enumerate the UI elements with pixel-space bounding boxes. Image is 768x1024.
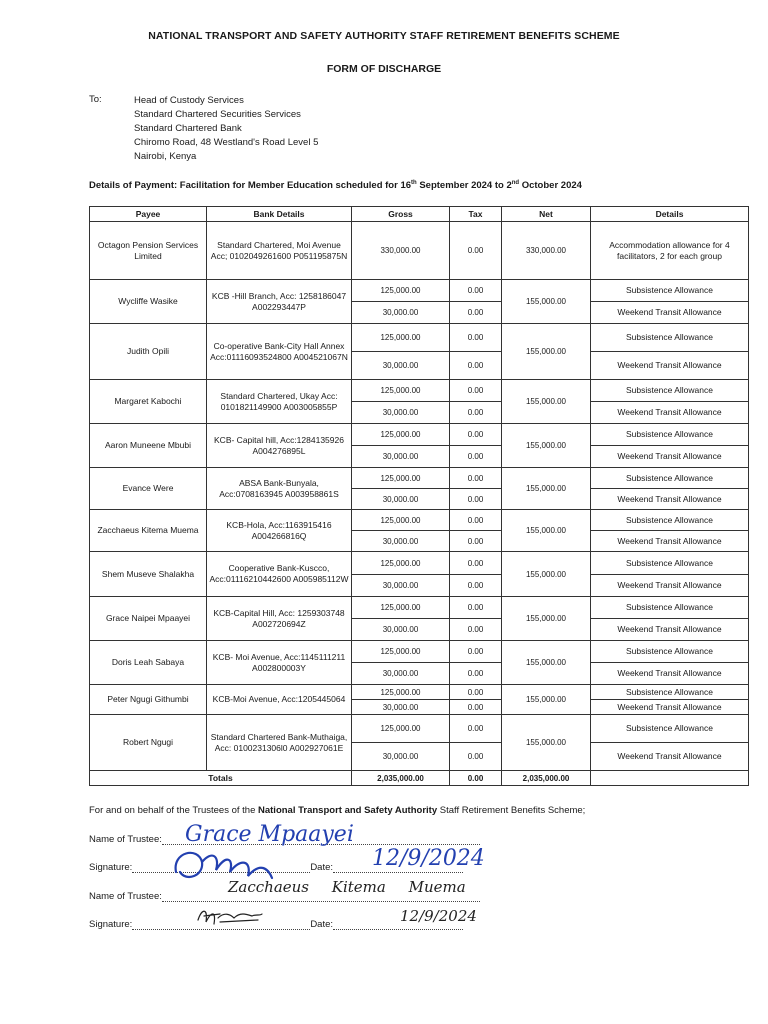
header-payee: Payee (90, 207, 207, 222)
net-cell: 155,000.00 (502, 280, 591, 324)
details-cell: Subsistence Allowance (591, 380, 749, 402)
gross-cell: 125,000.00 (352, 685, 450, 700)
details-cell: Weekend Transit Allowance (591, 531, 749, 552)
header-net: Net (502, 207, 591, 222)
to-label: To: (89, 94, 102, 105)
table-row (90, 424, 749, 446)
bank-details-cell: KCB- Moi Avenue, Acc:1145111211 A002800003Y (207, 641, 352, 685)
details-cell: Subsistence Allowance (591, 468, 749, 489)
gross-cell: 125,000.00 (352, 597, 450, 619)
date-label: Date: (310, 862, 334, 873)
table-row (90, 380, 749, 402)
bank-details-cell: KCB -Hill Branch, Acc: 1258186047 A002293447P (207, 280, 352, 324)
tax-cell: 0.00 (450, 302, 502, 324)
addressee-line: Nairobi, Kenya (134, 151, 197, 162)
gross-cell: 30,000.00 (352, 575, 450, 597)
tax-cell: 0.00 (450, 380, 502, 402)
signature-label: Signature: (89, 919, 133, 930)
details-cell: Weekend Transit Allowance (591, 446, 749, 468)
bank-details-cell: Cooperative Bank-Kuscco, Acc:01116210442600 A005985112W (207, 552, 352, 597)
addressee-line: Standard Chartered Bank (134, 123, 242, 134)
table-row (90, 685, 749, 700)
header-bank-details: Bank Details (207, 207, 352, 222)
details-cell: Weekend Transit Allowance (591, 663, 749, 685)
addressee-block (134, 94, 318, 164)
table-row (90, 715, 749, 743)
tax-cell: 0.00 (450, 743, 502, 771)
tax-cell: 0.00 (450, 663, 502, 685)
payee-cell: Wycliffe Wasike (90, 280, 207, 324)
tax-cell: 0.00 (450, 552, 502, 575)
behalf-statement (89, 805, 585, 816)
gross-cell: 125,000.00 (352, 468, 450, 489)
bank-details-cell: Standard Chartered Bank-Muthaiga, Acc: 0100231306l0 A002927061E (207, 715, 352, 771)
gross-cell: 125,000.00 (352, 510, 450, 531)
details-cell: Weekend Transit Allowance (591, 489, 749, 510)
details-cell: Subsistence Allowance (591, 552, 749, 575)
net-cell: 155,000.00 (502, 597, 591, 641)
form-title: FORM OF DISCHARGE (326, 63, 442, 75)
totals-net: 2,035,000.00 (502, 771, 591, 786)
tax-cell: 0.00 (450, 700, 502, 715)
gross-cell: 30,000.00 (352, 352, 450, 380)
table-row (90, 324, 749, 352)
gross-cell: 125,000.00 (352, 641, 450, 663)
payee-cell: Margaret Kabochi (90, 380, 207, 424)
tax-cell: 0.00 (450, 489, 502, 510)
table-row (90, 510, 749, 531)
bank-details-cell: Co-operative Bank-City Hall Annex Acc:01116093524800 A004521067N (207, 324, 352, 380)
tax-cell: 0.00 (450, 575, 502, 597)
gross-cell: 125,000.00 (352, 424, 450, 446)
tax-cell: 0.00 (450, 402, 502, 424)
behalf-authority: National Transport and Safety Authority (258, 805, 438, 816)
date-label: Date: (310, 919, 334, 930)
net-cell: 155,000.00 (502, 552, 591, 597)
details-cell: Accommodation allowance for 4 facilitators, 2 for each group (591, 222, 749, 280)
bank-details-cell: KCB-Capital Hill, Acc: 1259303748 A002720694Z (207, 597, 352, 641)
table-row (90, 222, 749, 280)
table-row (90, 641, 749, 663)
gross-cell: 125,000.00 (352, 324, 450, 352)
table-row (90, 280, 749, 302)
payee-cell: Octagon Pension Services Limited (90, 222, 207, 280)
totals-label: Totals (90, 771, 352, 786)
payee-cell: Grace Naipei Mpaayei (90, 597, 207, 641)
gross-cell: 30,000.00 (352, 619, 450, 641)
gross-cell: 30,000.00 (352, 700, 450, 715)
tax-cell: 0.00 (450, 510, 502, 531)
behalf-text: For and on behalf of the Trustees of the (89, 805, 258, 816)
header-details: Details (591, 207, 749, 222)
payee-cell: Doris Leah Sabaya (90, 641, 207, 685)
net-cell: 155,000.00 (502, 641, 591, 685)
signature-label: Signature: (89, 862, 133, 873)
details-cell: Subsistence Allowance (591, 597, 749, 619)
trustee2-handwritten-name: Zacchaeus Kitema Muema (228, 878, 466, 896)
details-cell: Weekend Transit Allowance (591, 619, 749, 641)
gross-cell: 30,000.00 (352, 743, 450, 771)
payment-details-heading (89, 180, 582, 191)
net-cell: 155,000.00 (502, 685, 591, 715)
net-cell: 330,000.00 (502, 222, 591, 280)
details-cell: Weekend Transit Allowance (591, 700, 749, 715)
table-row (90, 597, 749, 619)
name-label: Name of Trustee: (89, 891, 162, 902)
tax-cell: 0.00 (450, 424, 502, 446)
details-cell: Subsistence Allowance (591, 510, 749, 531)
gross-cell: 30,000.00 (352, 663, 450, 685)
tax-cell: 0.00 (450, 619, 502, 641)
addressee-line: Chiromo Road, 48 Westland's Road Level 5 (134, 137, 319, 148)
tax-cell: 0.00 (450, 446, 502, 468)
details-cell: Subsistence Allowance (591, 280, 749, 302)
gross-cell: 30,000.00 (352, 531, 450, 552)
gross-cell: 30,000.00 (352, 402, 450, 424)
details-cell: Subsistence Allowance (591, 424, 749, 446)
payee-cell: Aaron Muneene Mbubi (90, 424, 207, 468)
tax-cell: 0.00 (450, 468, 502, 489)
payee-cell: Robert Ngugi (90, 715, 207, 771)
heading-sup: th (411, 180, 417, 186)
gross-cell: 125,000.00 (352, 380, 450, 402)
table-row (90, 468, 749, 489)
tax-cell: 0.00 (450, 531, 502, 552)
details-cell: Subsistence Allowance (591, 641, 749, 663)
details-cell: Weekend Transit Allowance (591, 402, 749, 424)
payee-cell: Peter Ngugi Githumbi (90, 685, 207, 715)
gross-cell: 125,000.00 (352, 280, 450, 302)
trustee1-handwritten-name: Grace Mpaayei (185, 822, 354, 847)
net-cell: 155,000.00 (502, 380, 591, 424)
name-label: Name of Trustee: (89, 834, 162, 845)
gross-cell: 125,000.00 (352, 552, 450, 575)
bank-details-cell: KCB-Moi Avenue, Acc:1205445064 (207, 685, 352, 715)
tax-cell: 0.00 (450, 324, 502, 352)
net-cell: 155,000.00 (502, 424, 591, 468)
table-row (90, 552, 749, 575)
totals-tax: 0.00 (450, 771, 502, 786)
table-header-row (90, 207, 749, 222)
net-cell: 155,000.00 (502, 510, 591, 552)
gross-cell: 30,000.00 (352, 489, 450, 510)
heading-text: September 2024 to 2 (416, 180, 512, 192)
payee-cell: Zacchaeus Kitema Muema (90, 510, 207, 552)
gross-cell: 330,000.00 (352, 222, 450, 280)
details-cell: Weekend Transit Allowance (591, 302, 749, 324)
addressee-line: Head of Custody Services (134, 95, 244, 106)
trustee2-handwritten-date: 12/9/2024 (400, 907, 477, 925)
totals-details (591, 771, 749, 786)
heading-text: Details of Payment: Facilitation for Member Education scheduled for 16 (89, 180, 412, 192)
details-cell: Weekend Transit Allowance (591, 743, 749, 771)
net-cell: 155,000.00 (502, 324, 591, 380)
trustee2-signature (194, 904, 264, 930)
trustee1-handwritten-date: 12/9/2024 (372, 846, 485, 871)
table-body (90, 222, 749, 771)
totals-row (90, 771, 749, 786)
net-cell: 155,000.00 (502, 715, 591, 771)
tax-cell: 0.00 (450, 685, 502, 700)
tax-cell: 0.00 (450, 352, 502, 380)
payee-cell: Shem Museve Shalakha (90, 552, 207, 597)
document-title: NATIONAL TRANSPORT AND SAFETY AUTHORITY STAFF RETIREMENT BENEFITS SCHEME (148, 30, 620, 42)
heading-text: October 2024 (519, 180, 582, 192)
behalf-text: Staff Retirement Benefits Scheme; (437, 805, 586, 816)
bank-details-cell: KCB-Hola, Acc:1163915416 A004266816Q (207, 510, 352, 552)
tax-cell: 0.00 (450, 715, 502, 743)
header-tax: Tax (450, 207, 502, 222)
heading-sup: nd (511, 180, 520, 186)
details-cell: Subsistence Allowance (591, 715, 749, 743)
tax-cell: 0.00 (450, 280, 502, 302)
bank-details-cell: ABSA Bank-Bunyala, Acc:0708163945 A003958861S (207, 468, 352, 510)
details-cell: Subsistence Allowance (591, 685, 749, 700)
details-cell: Weekend Transit Allowance (591, 575, 749, 597)
addressee-line: Standard Chartered Securities Services (134, 109, 301, 120)
details-cell: Subsistence Allowance (591, 324, 749, 352)
details-cell: Weekend Transit Allowance (591, 352, 749, 380)
tax-cell: 0.00 (450, 222, 502, 280)
bank-details-cell: Standard Chartered, Moi Avenue Acc; 0102049261600 P051195875N (207, 222, 352, 280)
payee-cell: Judith Opili (90, 324, 207, 380)
gross-cell: 30,000.00 (352, 446, 450, 468)
bank-details-cell: Standard Chartered, Ukay Acc: 0101821149900 A003005855P (207, 380, 352, 424)
tax-cell: 0.00 (450, 597, 502, 619)
payment-table (89, 206, 749, 786)
bank-details-cell: KCB- Capital hill, Acc:1284135926 A004276895L (207, 424, 352, 468)
net-cell: 155,000.00 (502, 468, 591, 510)
totals-gross: 2,035,000.00 (352, 771, 450, 786)
gross-cell: 125,000.00 (352, 715, 450, 743)
header-gross: Gross (352, 207, 450, 222)
gross-cell: 30,000.00 (352, 302, 450, 324)
payee-cell: Evance Were (90, 468, 207, 510)
tax-cell: 0.00 (450, 641, 502, 663)
